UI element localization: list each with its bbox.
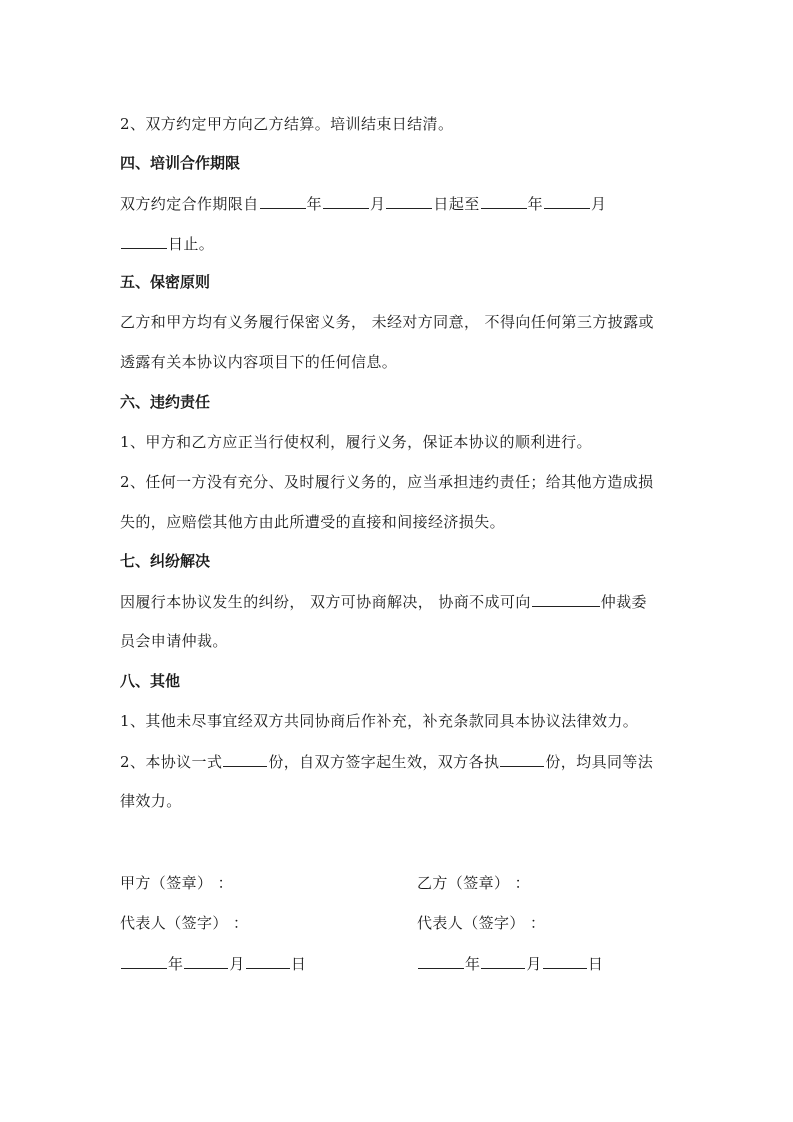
year-label: 年 — [168, 955, 184, 973]
month-label: 月 — [370, 195, 386, 213]
party-a-representative-label: 代表人（签字） ： — [120, 914, 249, 932]
start-year-blank — [260, 193, 306, 209]
dispute-text: 因履行本协议发生的纠纷， 双方可协商解决， 协商不成可向 — [120, 593, 531, 611]
end-day-blank — [121, 233, 167, 249]
confidentiality-line-1: 乙方和甲方均有义务履行保密义务， 未经对方同意， 不得向任何第三方披露或 — [120, 313, 654, 331]
copies-blank — [223, 751, 267, 767]
day-blank — [246, 953, 290, 969]
dispute-line-1 — [120, 591, 680, 612]
copies-text: 2、本协议一式 — [120, 753, 223, 771]
day-label: 日 — [290, 955, 307, 973]
month-blank — [481, 953, 525, 969]
section-8-heading: 八、其他 — [120, 672, 181, 690]
section-4-heading: 四、培训合作期限 — [120, 154, 241, 172]
party-a-seal-label: 甲方（签章） ： — [120, 874, 233, 892]
term-start-text: 双方约定合作期限自 — [120, 195, 259, 213]
day-blank — [543, 953, 587, 969]
day-end-label: 日止。 — [168, 235, 215, 253]
section-6-heading: 六、违约责任 — [120, 393, 211, 411]
year-blank — [418, 953, 464, 969]
effective-text: 份，自双方签字起生效，双方各执 — [268, 753, 500, 771]
liability-item-2-line-2: 失的，应赔偿其他方由此所遭受的直接和间接经济损失。 — [120, 513, 506, 531]
other-item-1: 1、其他未尽事宜经双方共同协商后作补充，补充条款同具本协议法律效力。 — [120, 712, 639, 730]
clause-3-item-2: 2、双方约定甲方向乙方结算。培训结束日结清。 — [120, 115, 454, 133]
each-holds-blank — [500, 751, 544, 767]
day-to-label: 日起至 — [433, 195, 480, 213]
year-label: 年 — [527, 195, 544, 213]
year-label: 年 — [306, 195, 323, 213]
dispute-line-2: 员会申请仲裁。 — [120, 632, 228, 650]
liability-item-2-line-1: 2、任何一方没有充分、及时履行义务的，应当承担违约责任；给其他方造成损 — [120, 473, 654, 491]
section-7-heading: 七、纠纷解决 — [120, 552, 211, 570]
liability-item-1: 1、甲方和乙方应正当行使权利，履行义务，保证本协议的顺利进行。 — [120, 433, 592, 451]
party-b-seal-label: 乙方（签章） ： — [417, 874, 530, 892]
party-a-date-line — [120, 953, 306, 974]
month-label: 月 — [229, 955, 245, 973]
party-b-date-line — [417, 953, 603, 974]
year-label: 年 — [465, 955, 481, 973]
term-period-line — [120, 193, 680, 214]
start-month-blank — [323, 193, 369, 209]
term-end-line — [120, 233, 680, 254]
month-label: 月 — [591, 195, 607, 213]
section-5-heading: 五、保密原则 — [120, 273, 211, 291]
other-item-2-line-1 — [120, 751, 680, 772]
arbitration-blank — [532, 591, 600, 607]
arbitration-text: 仲裁委 — [600, 593, 647, 611]
party-b-representative-label: 代表人（签字） ： — [417, 914, 546, 932]
year-blank — [121, 953, 167, 969]
confidentiality-line-2: 透露有关本协议内容项目下的任何信息。 — [120, 353, 398, 371]
month-label: 月 — [526, 955, 542, 973]
end-month-blank — [544, 193, 590, 209]
day-label: 日 — [587, 955, 604, 973]
month-blank — [184, 953, 228, 969]
end-year-blank — [481, 193, 527, 209]
equal-effect-text: 份，均具同等法 — [545, 753, 654, 771]
start-day-blank — [386, 193, 432, 209]
other-item-2-line-2: 律效力。 — [120, 792, 182, 810]
